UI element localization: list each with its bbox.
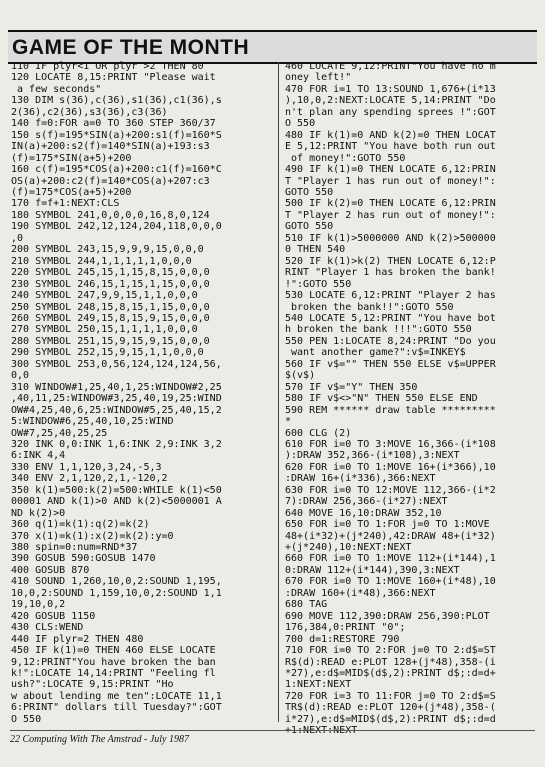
code-line: 140 f=0:FOR a=0 TO 360 STEP 360/37	[11, 118, 216, 130]
code-line: :DRAW 160+(i*48),366:NEXT	[285, 587, 436, 599]
code-line: oney left!"	[285, 72, 352, 84]
code-line: 690 MOVE 112,390:DRAW 256,390:PLOT	[285, 610, 490, 622]
code-line: 440 IF plyr=2 THEN 480	[11, 633, 144, 645]
code-line: 660 FOR i=0 TO 1:MOVE 112+(i*144),1	[285, 553, 496, 565]
code-line: 710 FOR i=0 TO 2:FOR j=0 TO 2:d$=ST	[285, 645, 496, 657]
code-line: *27),e:d$=MID$(d$,2):PRINT d$;:d=d+	[285, 668, 496, 680]
code-line: 400 GOSUB 870	[11, 564, 90, 576]
code-line: 160 c(f)=195*COS(a)+200:c1(f)=160*C	[11, 164, 222, 176]
code-line: 220 SYMBOL 245,15,1,15,8,15,0,0,0	[11, 267, 210, 279]
code-line: 500 IF k(2)=0 THEN LOCATE 6,12:PRIN	[285, 198, 496, 210]
code-line: OW#7,25,40,25,25	[11, 427, 108, 439]
code-line: ND k(2)>0	[11, 507, 66, 519]
code-line: 620 FOR i=0 TO 1:MOVE 16+(i*366),10	[285, 461, 496, 473]
code-line: 680 TAG	[285, 599, 328, 611]
code-line: 610 FOR i=0 TO 3:MOVE 16,366-(i*108	[285, 438, 496, 450]
code-line: 7):DRAW 256,366-(i*27):NEXT	[285, 496, 448, 508]
code-line: 0,0	[11, 370, 30, 382]
code-line: +(j*240),10:NEXT:NEXT	[285, 542, 412, 554]
code-line: 110 IF plyr<1 OR plyr >2 THEN 80	[11, 61, 204, 72]
code-line: (f)=175*COS(a+5)+200	[11, 186, 132, 198]
code-line: 48+(i*32)+(j*240),42:DRAW 48+(i*32)	[285, 530, 496, 542]
code-line: 650 FOR i=0 TO 1:FOR j=0 TO 1:MOVE	[285, 519, 490, 531]
code-line: 340 ENV 2,1,120,2,1,-120,2	[11, 473, 168, 485]
code-line: 310 WINDOW#1,25,40,1,25:WINDOW#2,25	[11, 381, 222, 393]
code-line: 450 IF k(1)=0 THEN 460 ELSE LOCATE	[11, 645, 216, 657]
code-line: 0:DRAW 112+(i*144),390,3:NEXT	[285, 564, 460, 576]
code-line: 510 IF k(1)>5000000 AND k(2)>500000	[285, 232, 496, 244]
code-line: 550 PEN 1:LOCATE 8,24:PRINT "Do you	[285, 335, 496, 347]
code-line: +1:NEXT:NEXT	[285, 725, 358, 737]
code-line: 130 DIM s(36),c(36),s1(36),c1(36),s	[11, 95, 222, 107]
code-listing-right-column	[285, 61, 540, 737]
code-line: of money!":GOTO 550	[285, 152, 406, 164]
code-line: 210 SYMBOL 244,1,1,1,1,1,0,0,0	[11, 255, 192, 267]
code-line: 420 GOSUB 1150	[11, 610, 96, 622]
code-line: 6:INK 4,4	[11, 450, 66, 462]
code-line: 150 s(f)=195*SIN(a)+200:s1(f)=160*S	[11, 129, 222, 141]
code-line: h broken the bank !!!":GOTO 550	[285, 324, 472, 336]
code-line: E 5,12:PRINT "You have both run out	[285, 141, 496, 153]
code-line: OS(a)+200:c2(f)=140*COS(a)+207:c3	[11, 175, 210, 187]
code-line: broken the bank!!":GOTO 550	[285, 301, 454, 313]
code-line: 520 IF k(1)>k(2) THEN LOCATE 6,12:P	[285, 255, 496, 267]
code-line: OW#4,25,40,6,25:WINDOW#5,25,40,15,2	[11, 404, 222, 416]
code-line: 490 IF k(1)=0 THEN LOCATE 6,12:PRIN	[285, 164, 496, 176]
code-line: 720 FOR i=3 TO 11:FOR j=0 TO 2:d$=S	[285, 690, 496, 702]
code-line: 470 FOR i=1 TO 13:SOUND 1,676+(i*13	[285, 83, 496, 95]
code-line: T "Player 1 has run out of money!":	[285, 175, 496, 187]
code-line: 10,0,2:SOUND 1,159,10,0,2:SOUND 1,1	[11, 587, 222, 599]
code-line: w about lending me ten":LOCATE 11,1	[11, 690, 222, 702]
footer-text: 22 Computing With The Amstrad - July 1987	[10, 734, 189, 745]
code-line: 2(36),c2(36),s3(36),c3(36)	[11, 106, 168, 118]
code-line: 190 SYMBOL 242,12,124,204,118,0,0,0	[11, 221, 222, 233]
code-line: RINT "Player 1 has broken the bank!	[285, 267, 496, 279]
code-line: 430 CLS:WEND	[11, 622, 84, 634]
code-line: 350 k(1)=500:k(2)=500:WHILE k(1)<50	[11, 484, 222, 496]
code-line: 300 SYMBOL 253,0,56,124,124,124,56,	[11, 358, 222, 370]
code-line: 460 LOCATE 9,12:PRINT"You have no m	[285, 61, 496, 72]
code-line: 320 INK 0,0:INK 1,6:INK 2,9:INK 3,2	[11, 438, 222, 450]
code-line: 9,12:PRINT"You have broken the ban	[11, 656, 216, 668]
code-line: ),10,0,2:NEXT:LOCATE 5,14:PRINT "Do	[285, 95, 496, 107]
code-line: n't plan any spending sprees !":GOT	[285, 106, 496, 118]
code-line: 270 SYMBOL 250,15,1,1,1,1,0,0,0	[11, 324, 198, 336]
code-line: GOTO 550	[285, 221, 334, 233]
code-line: 410 SOUND 1,260,10,0,2:SOUND 1,195,	[11, 576, 222, 588]
code-line: 670 FOR i=0 TO 1:MOVE 160+(i*48),10	[285, 576, 496, 588]
code-line: 290 SYMBOL 252,15,9,15,1,1,0,0,0	[11, 347, 204, 359]
code-line: 180 SYMBOL 241,0,0,0,0,16,8,0,124	[11, 209, 210, 221]
code-line: 6:PRINT" dollars till Tuesday?":GOT	[11, 702, 222, 714]
code-line: 240 SYMBOL 247,9,9,15,1,1,0,0,0	[11, 290, 198, 302]
code-line: 600 CLG (2)	[285, 427, 352, 439]
code-line: 280 SYMBOL 251,15,9,15,9,15,0,0,0	[11, 335, 210, 347]
code-line: 0 THEN 540	[285, 244, 346, 256]
code-line: 590 REM ****** draw table *********	[285, 404, 496, 416]
code-line: 640 MOVE 16,10:DRAW 352,10	[285, 507, 442, 519]
code-line: k!":LOCATE 14,14:PRINT "Feeling fl	[11, 668, 216, 680]
code-line: 00001 AND k(1)>0 AND k(2)<5000001 A	[11, 496, 222, 508]
code-line: 540 LOCATE 5,12:PRINT "You have bot	[285, 312, 496, 324]
code-line: T "Player 2 has run out of money!":	[285, 209, 496, 221]
code-line: 1:NEXT:NEXT	[285, 679, 352, 691]
code-line: ush?":LOCATE 9,15:PRINT "Ho	[11, 679, 174, 691]
code-line: ,40,11,25:WINDOW#3,25,40,19,25:WIND	[11, 393, 222, 405]
code-line: GOTO 550	[285, 186, 334, 198]
code-line: 200 SYMBOL 243,15,9,9,9,15,0,0,0	[11, 244, 204, 256]
code-line: *	[285, 416, 292, 428]
column-divider	[278, 62, 279, 722]
code-line: i*27),e:d$=MID$(d$,2):PRINT d$;:d=d	[285, 713, 496, 725]
code-line: 360 q(1)=k(1):q(2)=k(2)	[11, 519, 150, 531]
code-line: O 550	[285, 118, 316, 130]
code-line: 250 SYMBOL 248,15,8,15,1,15,0,0,0	[11, 301, 210, 313]
page-header	[8, 30, 537, 64]
code-line: $(v$)	[285, 370, 316, 382]
code-line: 330 ENV 1,1,120,3,24,-5,3	[11, 461, 162, 473]
code-line: 480 IF k(1)=0 AND k(2)=0 THEN LOCAT	[285, 129, 496, 141]
code-line: R$(d):READ e:PLOT 128+(j*48),358-(i	[285, 656, 496, 668]
code-line: 390 GOSUB 590:GOSUB 1470	[11, 553, 156, 565]
code-line: IN(a)+200:s2(f)=140*SIN(a)+193:s3	[11, 141, 210, 153]
code-line: 560 IF v$="" THEN 550 ELSE v$=UPPER	[285, 358, 496, 370]
code-line: 530 LOCATE 6,12:PRINT "Player 2 has	[285, 290, 496, 302]
code-listing-left-column	[11, 61, 271, 725]
code-line: O 550	[11, 713, 42, 725]
code-line: !":GOTO 550	[285, 278, 352, 290]
code-line: 630 FOR i=0 TO 12:MOVE 112,366-(i*2	[285, 484, 496, 496]
code-line: :DRAW 16+(i*336),366:NEXT	[285, 473, 436, 485]
code-line: a few seconds"	[11, 83, 102, 95]
code-line: 570 IF v$="Y" THEN 350	[285, 381, 418, 393]
code-line: (f)=175*SIN(a+5)+200	[11, 152, 132, 164]
code-line: 230 SYMBOL 246,15,1,15,1,15,0,0,0	[11, 278, 210, 290]
page-title: GAME OF THE MONTH	[12, 36, 250, 59]
code-line: 580 IF v$<>"N" THEN 550 ELSE END	[285, 393, 478, 405]
code-line: 380 spin=0:num=RND*37	[11, 542, 138, 554]
code-line: 260 SYMBOL 249,15,8,15,9,15,0,0,0	[11, 312, 210, 324]
code-line: ):DRAW 352,366-(i*108),3:NEXT	[285, 450, 460, 462]
code-line: 170 f=f+1:NEXT:CLS	[11, 198, 120, 210]
code-line: 19,10,0,2	[11, 599, 66, 611]
code-line: 700 d=1:RESTORE 790	[285, 633, 400, 645]
code-line: 370 x(1)=k(1):x(2)=k(2):y=0	[11, 530, 174, 542]
code-line: ,0	[11, 232, 24, 244]
code-line: 176,384,0:PRINT "0";	[285, 622, 406, 634]
page-footer	[10, 730, 535, 745]
code-line: 5:WINDOW#6,25,40,10,25:WIND	[11, 416, 174, 428]
code-line: TR$(d):READ e:PLOT 120+(j*48),358-(	[285, 702, 496, 714]
code-line: 120 LOCATE 8,15:PRINT "Please wait	[11, 72, 216, 84]
code-line: want another game?":v$=INKEY$	[285, 347, 466, 359]
